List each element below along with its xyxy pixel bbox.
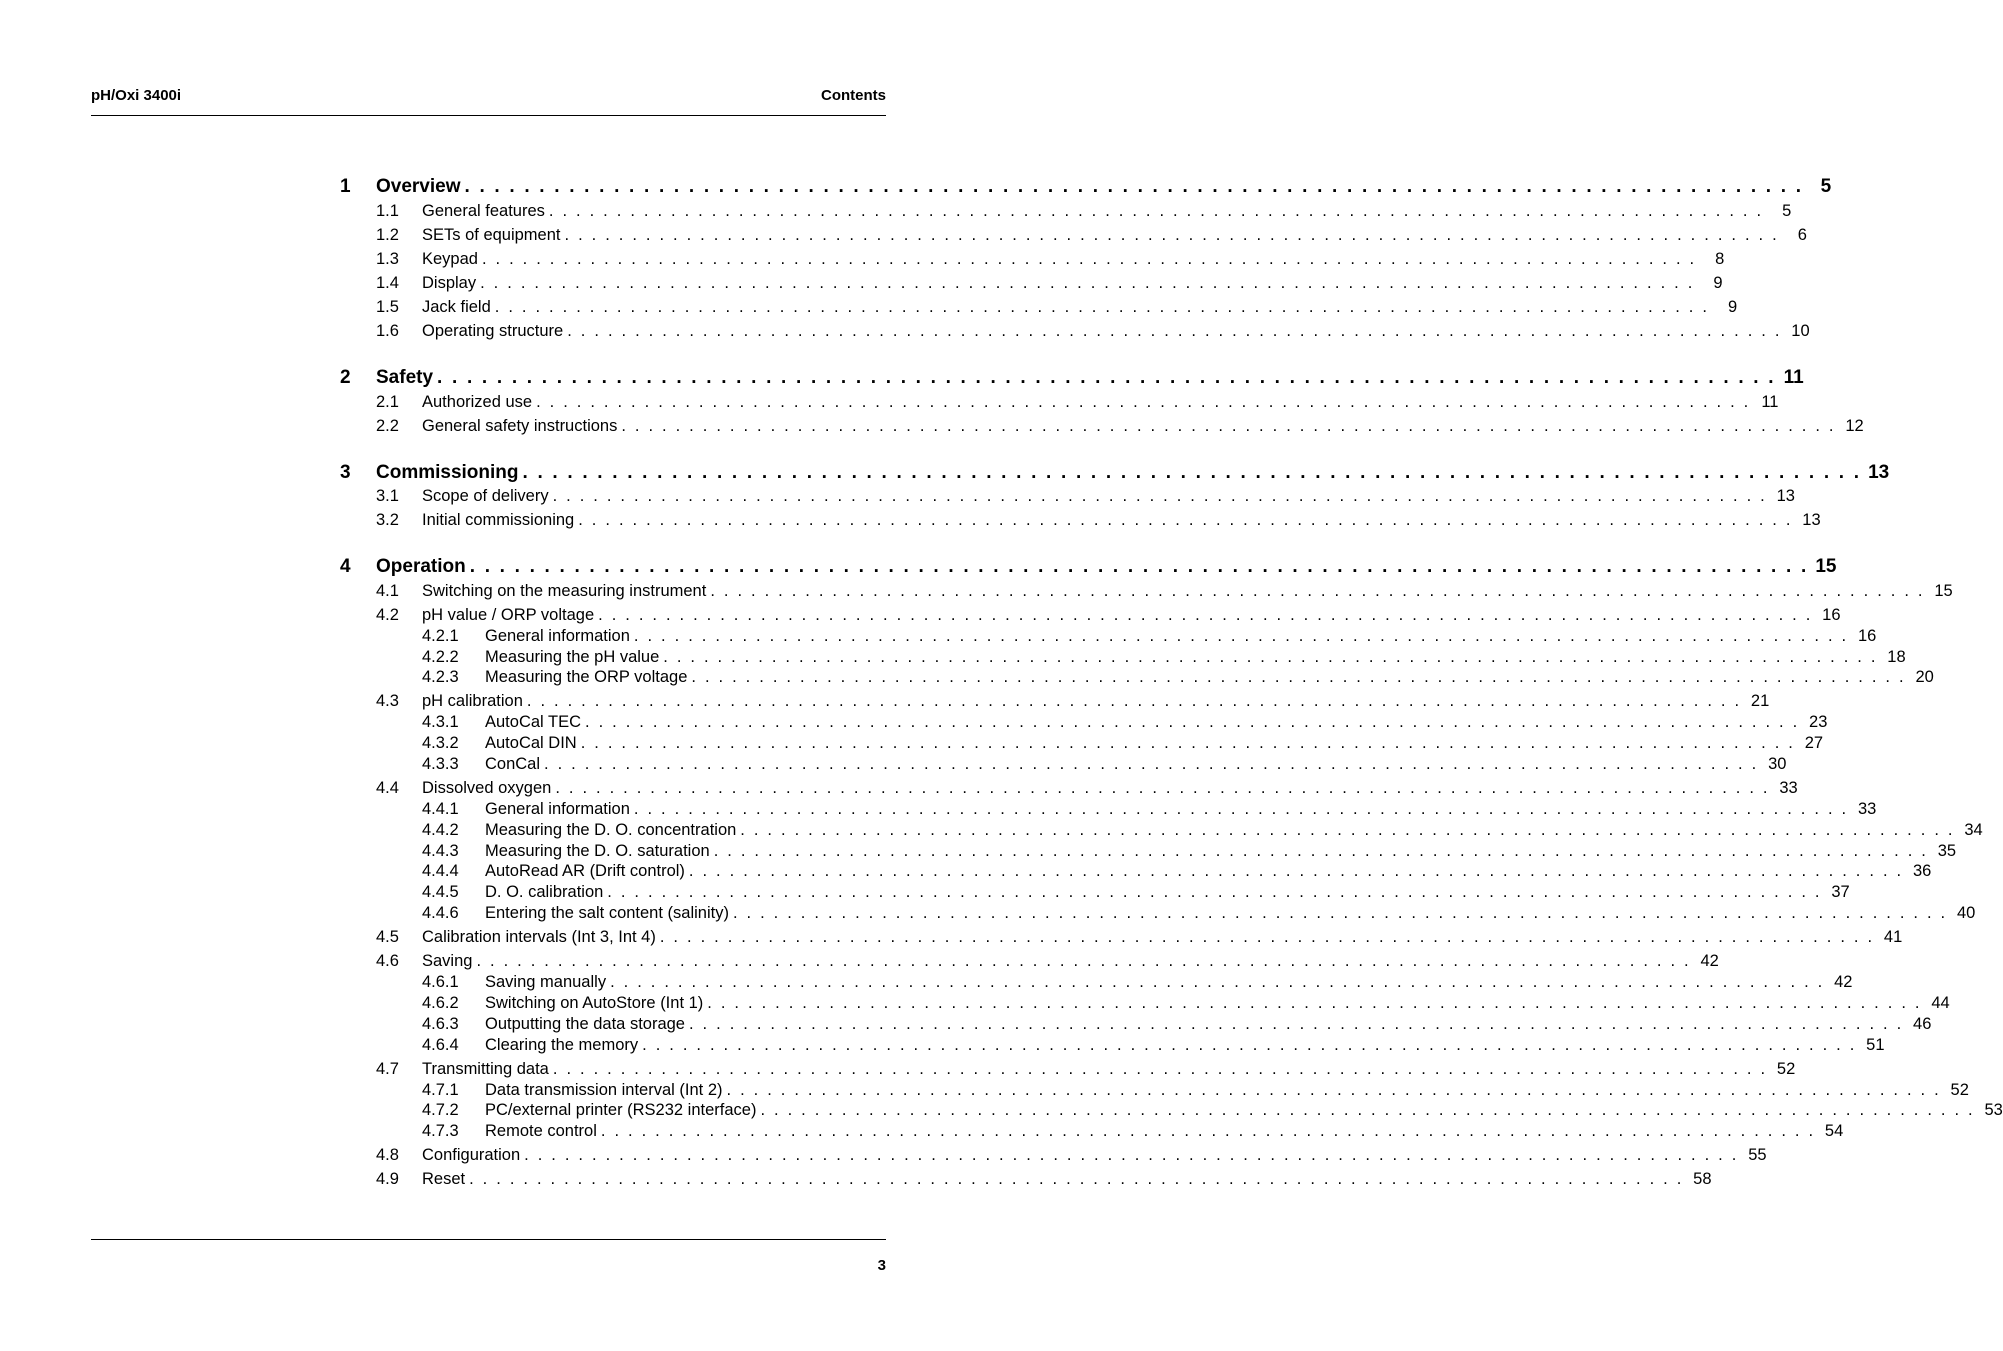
toc-entry-title: Jack field <box>422 298 491 316</box>
dot-leader: . . . . . . . . . . . . . . . . . . . . . . . . . . . . . . . . . . . . . . . . . . . . . . . . . . . . . . . . . . . . . . . . . . . . . . . . . . . . . . . . . . . . . . . . . . <box>691 668 1906 686</box>
dot-leader: . . . . . . . . . . . . . . . . . . . . . . . . . . . . . . . . . . . . . . . . . . . . . . . . . . . . . . . . . . . . . . . . . . . . . . . . . . . . . . . . . . . . . . . . . . <box>607 883 1822 901</box>
toc-entry-line <box>422 1060 1796 1079</box>
dot-leader: . . . . . . . . . . . . . . . . . . . . . . . . . . . . . . . . . . . . . . . . . . . . . . . . . . . . . . . . . . . . . . . . . . . . . . . . . . . . . . . . . . . . . . . . . . <box>544 755 1759 773</box>
toc-entry[interactable] <box>340 973 1853 995</box>
toc-entry-page: 35 <box>1937 842 1957 860</box>
dot-leader: . . . . . . . . . . . . . . . . . . . . . . . . . . . . . . . . . . . . . . . . . . . . . . . . . . . . . . . . . . . . . . . . . . . . . . . . . . . . . . . . . . . . . . . . . . <box>522 462 1862 483</box>
toc-entry-page: 51 <box>1866 1036 1885 1054</box>
toc-entry[interactable] <box>340 692 1770 714</box>
dot-leader: . . . . . . . . . . . . . . . . . . . . . . . . . . . . . . . . . . . . . . . . . . . . . . . . . . . . . . . . . . . . . . . . . . . . . . . . . . . . . . . . . . . . . . . . . . <box>524 1146 1739 1164</box>
toc-entry-line <box>422 779 1798 798</box>
toc-entry-number: 4.2.3 <box>422 668 459 686</box>
toc-entry-page: 11 <box>1761 393 1779 411</box>
dot-leader: . . . . . . . . . . . . . . . . . . . . . . . . . . . . . . . . . . . . . . . . . . . . . . . . . . . . . . . . . . . . . . . . . . . . . . . . . . . . . . . . . . . . . . . . . . <box>555 779 1770 797</box>
toc-entry-number: 4.6.2 <box>422 994 459 1012</box>
toc-entry-line <box>422 582 1953 601</box>
toc-entry-title: PC/external printer (RS232 interface) <box>485 1101 757 1119</box>
toc-entry-title: Switching on the measuring instrument <box>422 582 707 600</box>
toc-entry-title: Initial commissioning <box>422 511 575 529</box>
toc-entry-title: AutoRead AR (Drift control) <box>485 862 685 880</box>
dot-leader: . . . . . . . . . . . . . . . . . . . . . . . . . . . . . . . . . . . . . . . . . . . . . . . . . . . . . . . . . . . . . . . . . . . . . . . . . . . . . . . . . . . . . . . . . . <box>578 511 1793 529</box>
toc-entry-number: 4.4 <box>376 779 399 797</box>
dot-leader: . . . . . . . . . . . . . . . . . . . . . . . . . . . . . . . . . . . . . . . . . . . . . . . . . . . . . . . . . . . . . . . . . . . . . . . . . . . . . . . . . . . . . . . . . . <box>732 904 1948 922</box>
dot-leader: . . . . . . . . . . . . . . . . . . . . . . . . . . . . . . . . . . . . . . . . . . . . . . . . . . . . . . . . . . . . . . . . . . . . . . . . . . . . . . . . . . . . . . . . . . <box>564 226 1779 244</box>
toc-entry-number: 4.6.3 <box>422 1015 459 1033</box>
dot-leader: . . . . . . . . . . . . . . . . . . . . . . . . . . . . . . . . . . . . . . . . . . . . . . . . . . . . . . . . . . . . . . . . . . . . . . . . . . . . . . . . . . . . . . . . . . <box>642 1036 1857 1054</box>
toc-entry-title: Clearing the memory <box>485 1036 639 1054</box>
toc-entry-page: 44 <box>1931 994 1950 1012</box>
toc-entry-line <box>485 1081 1969 1100</box>
toc-entry-line <box>485 862 1932 881</box>
toc-entry-number: 4.3.3 <box>422 755 459 773</box>
toc-entry[interactable] <box>340 417 1864 439</box>
toc-entry[interactable] <box>340 952 1719 974</box>
dot-leader: . . . . . . . . . . . . . . . . . . . . . . . . . . . . . . . . . . . . . . . . . . . . . . . . . . . . . . . . . . . . . . . . . . . . . . . . . . . . . . . . . . . . . . . . . . <box>585 713 1800 731</box>
toc-entry[interactable] <box>340 511 1821 533</box>
toc-entry-line <box>376 462 1890 484</box>
toc-entry-page: 37 <box>1831 883 1850 901</box>
section-title: Contents <box>821 87 886 104</box>
toc-entry-page: 27 <box>1804 734 1824 752</box>
toc-entry-title: SETs of equipment <box>422 226 561 244</box>
toc-entry[interactable] <box>340 842 1957 864</box>
toc-entry-number: 1.6 <box>376 322 399 340</box>
toc-entry-title: Safety <box>376 367 434 388</box>
toc-entry-title: Switching on AutoStore (Int 1) <box>485 994 704 1012</box>
toc-entry-line <box>422 511 1821 530</box>
toc-entry-number: 4.3.1 <box>422 713 459 731</box>
toc-entry-page: 16 <box>1822 606 1841 624</box>
toc-entry-number: 4.7.1 <box>422 1081 459 1099</box>
toc-entry-page: 33 <box>1779 779 1798 797</box>
toc-entry-line <box>485 1015 1932 1034</box>
toc-entry-title: Calibration intervals (Int 3, Int 4) <box>422 928 656 946</box>
toc-entry[interactable] <box>340 1146 1767 1168</box>
toc-entry-number: 2 <box>340 367 351 388</box>
toc-entry[interactable] <box>340 1015 1932 1037</box>
toc-entry[interactable] <box>340 994 1950 1016</box>
toc-entry-page: 21 <box>1750 692 1770 710</box>
toc-entry-number: 2.1 <box>376 393 399 411</box>
toc-entry[interactable] <box>340 779 1798 801</box>
dot-leader: . . . . . . . . . . . . . . . . . . . . . . . . . . . . . . . . . . . . . . . . . . . . . . . . . . . . . . . . . . . . . . . . . . . . . . . . . . . . . . . . . . . . . . . . . . <box>726 1081 1941 1099</box>
toc-entry-number: 2.2 <box>376 417 399 435</box>
toc-entry-number: 4.4.2 <box>422 821 459 839</box>
toc-entry-line <box>422 274 1723 293</box>
toc-entry-title: AutoCal DIN <box>485 734 577 752</box>
toc-entry-number: 4.2.2 <box>422 648 459 666</box>
toc-entry-line <box>422 250 1725 269</box>
toc-entry-line <box>485 668 1934 687</box>
toc-entry-title: Display <box>422 274 477 292</box>
toc-entry-page: 6 <box>1797 226 1807 244</box>
toc-entry-page: 42 <box>1700 952 1719 970</box>
toc-entry-number: 4.4.5 <box>422 883 459 901</box>
toc-entry-line <box>422 1170 1712 1189</box>
dot-leader: . . . . . . . . . . . . . . . . . . . . . . . . . . . . . . . . . . . . . . . . . . . . . . . . . . . . . . . . . . . . . . . . . . . . . . . . . . . . . . . . . . . . . . . . . . <box>476 952 1691 970</box>
toc-entry-number: 4.5 <box>376 928 399 946</box>
toc-entry-line <box>422 487 1795 506</box>
dot-leader: . . . . . . . . . . . . . . . . . . . . . . . . . . . . . . . . . . . . . . . . . . . . . . . . . . . . . . . . . . . . . . . . . . . . . . . . . . . . . . . . . . . . . . . . . . <box>633 627 1849 645</box>
toc-entry-line <box>485 648 1906 667</box>
toc-entry-title: AutoCal TEC <box>485 713 581 731</box>
toc-entry-page: 18 <box>1887 648 1906 666</box>
toc-entry[interactable] <box>340 322 1810 344</box>
toc-entry-line <box>376 556 1837 578</box>
toc-entry-page: 23 <box>1809 713 1828 731</box>
toc-entry-page: 13 <box>1802 511 1821 529</box>
dot-leader: . . . . . . . . . . . . . . . . . . . . . . . . . . . . . . . . . . . . . . . . . . . . . . . . . . . . . . . . . . . . . . . . . . . . . . . . . . . . . . . . . . . . . . . . . . <box>481 250 1697 268</box>
toc-entry-line <box>485 842 1957 861</box>
toc-entry-page: 20 <box>1915 668 1934 686</box>
toc-entry-title: Authorized use <box>422 393 533 411</box>
toc-entry-title: pH calibration <box>422 692 523 710</box>
dot-leader: . . . . . . . . . . . . . . . . . . . . . . . . . . . . . . . . . . . . . . . . . . . . . . . . . . . . . . . . . . . . . . . . . . . . . . . . . . . . . . . . . . . . . . . . . . <box>469 556 1809 577</box>
toc-entry[interactable] <box>340 606 1841 628</box>
toc-entry[interactable] <box>340 1060 1796 1082</box>
toc-entry-number: 4.3 <box>376 692 399 710</box>
toc-entry[interactable] <box>340 668 1934 690</box>
toc-entry-number: 4.6.1 <box>422 973 459 991</box>
toc-entry-title: General features <box>422 202 545 220</box>
toc-entry[interactable] <box>340 298 1738 320</box>
toc-entry-line <box>422 1146 1767 1165</box>
toc-entry-page: 33 <box>1857 800 1877 818</box>
toc-entry[interactable] <box>340 274 1723 296</box>
toc-entry[interactable] <box>340 250 1725 272</box>
toc-entry-page: 15 <box>1815 556 1837 577</box>
toc-entry-number: 1.3 <box>376 250 399 268</box>
toc-entry-line <box>422 952 1719 971</box>
dot-leader: . . . . . . . . . . . . . . . . . . . . . . . . . . . . . . . . . . . . . . . . . . . . . . . . . . . . . . . . . . . . . . . . . . . . . . . . . . . . . . . . . . . . . . . . . . <box>552 487 1767 505</box>
toc-entry-title: Operation <box>376 556 466 577</box>
toc-entry-page: 30 <box>1768 755 1787 773</box>
toc-entry-title: Saving <box>422 952 473 970</box>
toc-entry[interactable] <box>340 862 1932 884</box>
document-title: pH/Oxi 3400i <box>91 87 182 104</box>
toc-entry[interactable] <box>340 1081 1969 1103</box>
toc-entry-title: Reset <box>422 1170 466 1188</box>
toc-entry-page: 13 <box>1868 462 1890 483</box>
toc-entry-line <box>422 417 1864 436</box>
toc-entry-page: 10 <box>1791 322 1810 340</box>
toc-entry-page: 9 <box>1727 298 1738 316</box>
dot-leader: . . . . . . . . . . . . . . . . . . . . . . . . . . . . . . . . . . . . . . . . . . . . . . . . . . . . . . . . . . . . . . . . . . . . . . . . . . . . . . . . . . . . . . . . . . <box>610 973 1825 991</box>
toc-entry-page: 8 <box>1715 250 1725 268</box>
toc-entry-page: 12 <box>1845 417 1864 435</box>
toc-entry-page: 58 <box>1693 1170 1712 1188</box>
toc-entry-number: 3.1 <box>376 487 399 505</box>
toc-entry[interactable] <box>340 393 1779 415</box>
toc-entry-title: Keypad <box>422 250 478 268</box>
toc-entry-number: 4.4.6 <box>422 904 459 922</box>
toc-entry-page: 34 <box>1964 821 1983 839</box>
dot-leader: . . . . . . . . . . . . . . . . . . . . . . . . . . . . . . . . . . . . . . . . . . . . . . . . . . . . . . . . . . . . . . . . . . . . . . . . . . . . . . . . . . . . . . . . . . <box>494 298 1710 316</box>
toc-entry-title: Transmitting data <box>422 1060 549 1078</box>
toc-entry-line <box>485 883 1850 902</box>
toc-entry-number: 4.8 <box>376 1146 399 1164</box>
toc-entry-number: 4.1 <box>376 582 399 600</box>
dot-leader: . . . . . . . . . . . . . . . . . . . . . . . . . . . . . . . . . . . . . . . . . . . . . . . . . . . . . . . . . . . . . . . . . . . . . . . . . . . . . . . . . . . . . . . . . . <box>659 928 1875 946</box>
toc-entry-title: Measuring the ORP voltage <box>485 668 688 686</box>
toc-entry-page: 40 <box>1957 904 1976 922</box>
toc-entry-line <box>422 202 1792 221</box>
toc-entry[interactable] <box>340 928 1903 950</box>
toc-entry-line <box>422 226 1807 245</box>
toc-entry[interactable] <box>340 904 1976 926</box>
toc-entry-line <box>485 994 1950 1013</box>
toc-entry-number: 4.2.1 <box>422 627 459 645</box>
toc-entry-page: 13 <box>1776 487 1795 505</box>
toc-entry[interactable] <box>340 1036 1885 1058</box>
toc-entry-title: Remote control <box>485 1122 597 1140</box>
dot-leader: . . . . . . . . . . . . . . . . . . . . . . . . . . . . . . . . . . . . . . . . . . . . . . . . . . . . . . . . . . . . . . . . . . . . . . . . . . . . . . . . . . . . . . . . . . <box>567 322 1782 340</box>
toc-entry[interactable] <box>340 462 1890 484</box>
toc-entry-line <box>422 692 1770 711</box>
toc-entry[interactable] <box>340 1101 2003 1123</box>
toc-entry-number: 4.7 <box>376 1060 399 1078</box>
toc-entry-line <box>485 1101 2003 1120</box>
toc-entry-line <box>485 1122 1844 1141</box>
toc-entry-number: 3.2 <box>376 511 399 529</box>
page-footer <box>91 1239 886 1274</box>
toc-entry-title: ConCal <box>485 755 541 773</box>
toc-entry-page: 36 <box>1912 862 1932 880</box>
toc-entry-page: 54 <box>1824 1122 1844 1140</box>
toc-entry[interactable] <box>340 800 1877 822</box>
dot-leader: . . . . . . . . . . . . . . . . . . . . . . . . . . . . . . . . . . . . . . . . . . . . . . . . . . . . . . . . . . . . . . . . . . . . . . . . . . . . . . . . . . . . . . . . . . <box>707 994 1922 1012</box>
toc-entry[interactable] <box>340 176 1832 198</box>
toc-entry[interactable] <box>340 734 1824 756</box>
toc-entry[interactable] <box>340 883 1850 905</box>
dot-leader: . . . . . . . . . . . . . . . . . . . . . . . . . . . . . . . . . . . . . . . . . . . . . . . . . . . . . . . . . . . . . . . . . . . . . . . . . . . . . . . . . . . . . . . . . . <box>469 1170 1684 1188</box>
toc-entry-number: 1.4 <box>376 274 399 292</box>
toc-entry[interactable] <box>340 713 1828 735</box>
toc-entry-title: pH value / ORP voltage <box>422 606 595 624</box>
dot-leader: . . . . . . . . . . . . . . . . . . . . . . . . . . . . . . . . . . . . . . . . . . . . . . . . . . . . . . . . . . . . . . . . . . . . . . . . . . . . . . . . . . . . . . . . . . <box>536 393 1751 411</box>
dot-leader: . . . . . . . . . . . . . . . . . . . . . . . . . . . . . . . . . . . . . . . . . . . . . . . . . . . . . . . . . . . . . . . . . . . . . . . . . . . . . . . . . . . . . . . . . . <box>600 1122 1816 1140</box>
toc-entry-title: General information <box>485 627 630 645</box>
toc-entry-page: 15 <box>1934 582 1953 600</box>
toc-entry-number: 1.1 <box>376 202 399 220</box>
dot-leader: . . . . . . . . . . . . . . . . . . . . . . . . . . . . . . . . . . . . . . . . . . . . . . . . . . . . . . . . . . . . . . . . . . . . . . . . . . . . . . . . . . . . . . . . . . <box>688 862 1904 880</box>
toc-entry-title: Saving manually <box>485 973 607 991</box>
toc-entry[interactable] <box>340 755 1787 777</box>
toc-entry-line <box>422 606 1841 625</box>
toc-entry-title: Operating structure <box>422 322 564 340</box>
toc-entry-title: General safety instructions <box>422 417 618 435</box>
toc-entry-title: Entering the salt content (salinity) <box>485 904 729 922</box>
toc-entry-page: 5 <box>1820 176 1832 197</box>
toc-entry-title: Measuring the D. O. concentration <box>485 821 737 839</box>
dot-leader: . . . . . . . . . . . . . . . . . . . . . . . . . . . . . . . . . . . . . . . . . . . . . . . . . . . . . . . . . . . . . . . . . . . . . . . . . . . . . . . . . . . . . . . . . . <box>464 176 1804 197</box>
toc-entry-title: Commissioning <box>376 462 519 483</box>
toc-entry-number: 4.9 <box>376 1170 399 1188</box>
toc-entry-number: 1.2 <box>376 226 399 244</box>
dot-leader: . . . . . . . . . . . . . . . . . . . . . . . . . . . . . . . . . . . . . . . . . . . . . . . . . . . . . . . . . . . . . . . . . . . . . . . . . . . . . . . . . . . . . . . . . . <box>760 1101 1975 1119</box>
toc-entry-line <box>422 322 1810 341</box>
toc-entry-page: 55 <box>1748 1146 1767 1164</box>
toc-entry-number: 4.4.1 <box>422 800 459 818</box>
toc-entry-line <box>485 627 1877 646</box>
toc-entry-line <box>485 713 1828 732</box>
toc-entry-number: 4.3.2 <box>422 734 459 752</box>
toc-entry-title: General information <box>485 800 630 818</box>
toc-entry-number: 4.4.3 <box>422 842 459 860</box>
toc-entry-title: D. O. calibration <box>485 883 604 901</box>
toc-entry-line <box>376 176 1832 198</box>
toc-entry-page: 52 <box>1776 1060 1796 1078</box>
toc-entry-title: Data transmission interval (Int 2) <box>485 1081 723 1099</box>
dot-leader: . . . . . . . . . . . . . . . . . . . . . . . . . . . . . . . . . . . . . . . . . . . . . . . . . . . . . . . . . . . . . . . . . . . . . . . . . . . . . . . . . . . . . . . . . . <box>621 417 1836 435</box>
toc-entry-page: 52 <box>1950 1081 1969 1099</box>
page-header <box>91 86 886 116</box>
toc-entry[interactable] <box>340 226 1807 248</box>
toc-entry-title: Overview <box>376 176 461 197</box>
toc-entry-number: 4.6.4 <box>422 1036 459 1054</box>
toc-entry-line <box>376 367 1804 389</box>
toc-entry[interactable] <box>340 648 1906 670</box>
toc-entry-page: 11 <box>1783 367 1804 388</box>
page-number: 3 <box>877 1257 886 1274</box>
toc-entry-line <box>422 298 1738 317</box>
dot-leader: . . . . . . . . . . . . . . . . . . . . . . . . . . . . . . . . . . . . . . . . . . . . . . . . . . . . . . . . . . . . . . . . . . . . . . . . . . . . . . . . . . . . . . . . . . <box>580 734 1796 752</box>
toc-entry-title: Configuration <box>422 1146 521 1164</box>
toc-entry-number: 4.2 <box>376 606 399 624</box>
toc-entry-number: 4.7.3 <box>422 1122 459 1140</box>
dot-leader: . . . . . . . . . . . . . . . . . . . . . . . . . . . . . . . . . . . . . . . . . . . . . . . . . . . . . . . . . . . . . . . . . . . . . . . . . . . . . . . . . . . . . . . . . . <box>713 842 1929 860</box>
toc-entry-page: 5 <box>1782 202 1792 220</box>
toc-entry[interactable] <box>340 582 1953 604</box>
dot-leader: . . . . . . . . . . . . . . . . . . . . . . . . . . . . . . . . . . . . . . . . . . . . . . . . . . . . . . . . . . . . . . . . . . . . . . . . . . . . . . . . . . . . . . . . . . <box>437 367 1776 388</box>
toc-entry[interactable] <box>340 1170 1712 1192</box>
toc-entry-page: 41 <box>1883 928 1903 946</box>
toc-entry-line <box>485 821 1983 840</box>
dot-leader: . . . . . . . . . . . . . . . . . . . . . . . . . . . . . . . . . . . . . . . . . . . . . . . . . . . . . . . . . . . . . . . . . . . . . . . . . . . . . . . . . . . . . . . . . . <box>688 1015 1904 1033</box>
toc-entry-line <box>485 734 1824 753</box>
toc-entry-line <box>485 904 1976 923</box>
toc-entry-page: 53 <box>1984 1101 2003 1119</box>
toc-entry-number: 3 <box>340 462 351 483</box>
toc-entry-page: 46 <box>1913 1015 1932 1033</box>
toc-entry-number: 4.7.2 <box>422 1101 459 1119</box>
toc-entry[interactable] <box>340 627 1877 649</box>
toc-entry-title: Measuring the pH value <box>485 648 660 666</box>
toc-entry-line <box>422 928 1903 947</box>
dot-leader: . . . . . . . . . . . . . . . . . . . . . . . . . . . . . . . . . . . . . . . . . . . . . . . . . . . . . . . . . . . . . . . . . . . . . . . . . . . . . . . . . . . . . . . . . . <box>663 648 1878 666</box>
dot-leader: . . . . . . . . . . . . . . . . . . . . . . . . . . . . . . . . . . . . . . . . . . . . . . . . . . . . . . . . . . . . . . . . . . . . . . . . . . . . . . . . . . . . . . . . . . <box>548 202 1764 220</box>
toc-entry[interactable] <box>340 556 1837 578</box>
dot-leader: . . . . . . . . . . . . . . . . . . . . . . . . . . . . . . . . . . . . . . . . . . . . . . . . . . . . . . . . . . . . . . . . . . . . . . . . . . . . . . . . . . . . . . . . . . <box>633 800 1849 818</box>
toc-entry-number: 4.6 <box>376 952 399 970</box>
toc-entry-line <box>485 973 1853 992</box>
toc-entry-page: 9 <box>1713 274 1723 292</box>
toc-entry-number: 4.4.4 <box>422 862 459 880</box>
toc-entry-page: 42 <box>1834 973 1853 991</box>
dot-leader: . . . . . . . . . . . . . . . . . . . . . . . . . . . . . . . . . . . . . . . . . . . . . . . . . . . . . . . . . . . . . . . . . . . . . . . . . . . . . . . . . . . . . . . . . . <box>710 582 1925 600</box>
toc-entry-line <box>485 800 1877 819</box>
dot-leader: . . . . . . . . . . . . . . . . . . . . . . . . . . . . . . . . . . . . . . . . . . . . . . . . . . . . . . . . . . . . . . . . . . . . . . . . . . . . . . . . . . . . . . . . . . <box>526 692 1742 710</box>
toc-entry-line <box>485 1036 1885 1055</box>
toc-entry-title: Measuring the D. O. saturation <box>485 842 710 860</box>
dot-leader: . . . . . . . . . . . . . . . . . . . . . . . . . . . . . . . . . . . . . . . . . . . . . . . . . . . . . . . . . . . . . . . . . . . . . . . . . . . . . . . . . . . . . . . . . . <box>480 274 1695 292</box>
toc-entry-line <box>422 393 1779 412</box>
toc-entry-line <box>485 755 1787 774</box>
toc-entry[interactable] <box>340 367 1804 389</box>
toc-entry-number: 1.5 <box>376 298 399 316</box>
toc-entry-title: Dissolved oxygen <box>422 779 552 797</box>
dot-leader: . . . . . . . . . . . . . . . . . . . . . . . . . . . . . . . . . . . . . . . . . . . . . . . . . . . . . . . . . . . . . . . . . . . . . . . . . . . . . . . . . . . . . . . . . . <box>598 606 1813 624</box>
toc-entry-number: 1 <box>340 176 351 197</box>
toc-entry-title: Scope of delivery <box>422 487 549 505</box>
toc-entry-number: 4 <box>340 556 351 577</box>
dot-leader: . . . . . . . . . . . . . . . . . . . . . . . . . . . . . . . . . . . . . . . . . . . . . . . . . . . . . . . . . . . . . . . . . . . . . . . . . . . . . . . . . . . . . . . . . . <box>740 821 1955 839</box>
toc-entry[interactable] <box>340 487 1795 509</box>
toc-entry-title: Outputting the data storage <box>485 1015 685 1033</box>
toc-entry[interactable] <box>340 821 1983 843</box>
toc-entry[interactable] <box>340 1122 1844 1144</box>
toc-entry-page: 16 <box>1857 627 1877 645</box>
toc-entry[interactable] <box>340 202 1792 224</box>
dot-leader: . . . . . . . . . . . . . . . . . . . . . . . . . . . . . . . . . . . . . . . . . . . . . . . . . . . . . . . . . . . . . . . . . . . . . . . . . . . . . . . . . . . . . . . . . . <box>552 1060 1768 1078</box>
